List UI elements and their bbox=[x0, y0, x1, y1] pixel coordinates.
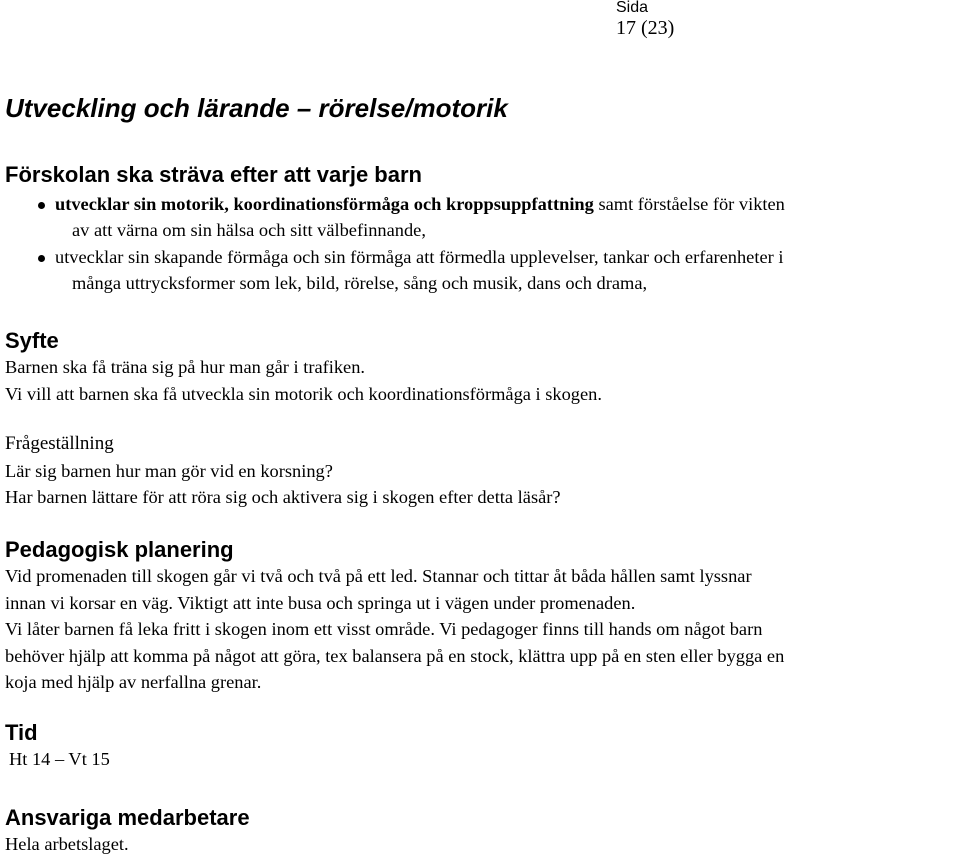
goals-heading: Förskolan ska sträva efter att varje barn bbox=[5, 162, 422, 187]
bullet-icon bbox=[38, 202, 45, 209]
ansvariga-heading: Ansvariga medarbetare bbox=[5, 805, 250, 830]
goal-item-2-line-1: utvecklar sin skapande förmåga och sin förmåga att förmedla upplevelser, tankar och erfarenheter i bbox=[55, 247, 784, 267]
tid-value: Ht 14 – Vt 15 bbox=[9, 749, 110, 769]
ansvariga-value: Hela arbetslaget. bbox=[5, 834, 129, 854]
planering-line-1: Vid promenaden till skogen går vi två och två på ett led. Stannar och tittar åt båda hållen samt lyssnar bbox=[5, 566, 752, 586]
goal-item-1-rest: samt förståelse för vikten bbox=[593, 194, 785, 214]
fragestallning-heading: Frågeställning bbox=[5, 433, 114, 454]
goal-item-1-line-1 bbox=[55, 194, 785, 215]
page-label: Sida bbox=[616, 0, 649, 16]
goal-item-1-line-2: av att värna om sin hälsa och sitt välbefinnande, bbox=[72, 220, 426, 240]
bullet-icon bbox=[38, 255, 45, 262]
tid-heading: Tid bbox=[5, 720, 38, 745]
page-number: 17 (23) bbox=[616, 17, 675, 39]
syfte-line-2: Vi vill att barnen ska få utveckla sin motorik och koordinationsförmåga i skogen. bbox=[5, 384, 602, 404]
document-title: Utveckling och lärande – rörelse/motorik bbox=[5, 93, 508, 123]
fragestallning-line-2: Har barnen lättare för att röra sig och aktivera sig i skogen efter detta läsår? bbox=[5, 487, 561, 507]
planering-line-3: Vi låter barnen få leka fritt i skogen inom ett visst område. Vi pedagoger finns till hands om något barn bbox=[5, 619, 763, 639]
syfte-heading: Syfte bbox=[5, 328, 59, 353]
planering-line-2: innan vi korsar en väg. Viktigt att inte busa och springa ut i vägen under promenaden. bbox=[5, 593, 636, 613]
planering-line-5: koja med hjälp av nerfallna grenar. bbox=[5, 672, 262, 692]
planering-line-4: behöver hjälp att komma på något att göra, tex balansera på en stock, klättra upp på en sten eller bygga en bbox=[5, 646, 785, 666]
planering-heading: Pedagogisk planering bbox=[5, 537, 234, 562]
fragestallning-line-1: Lär sig barnen hur man gör vid en korsning? bbox=[5, 461, 333, 481]
syfte-line-1: Barnen ska få träna sig på hur man går i trafiken. bbox=[5, 357, 366, 377]
goal-item-1-bold: utvecklar sin motorik, koordinationsförmåga och kroppsuppfattning bbox=[55, 194, 594, 214]
goal-item-2-line-2: många uttrycksformer som lek, bild, rörelse, sång och musik, dans och drama, bbox=[72, 273, 648, 293]
